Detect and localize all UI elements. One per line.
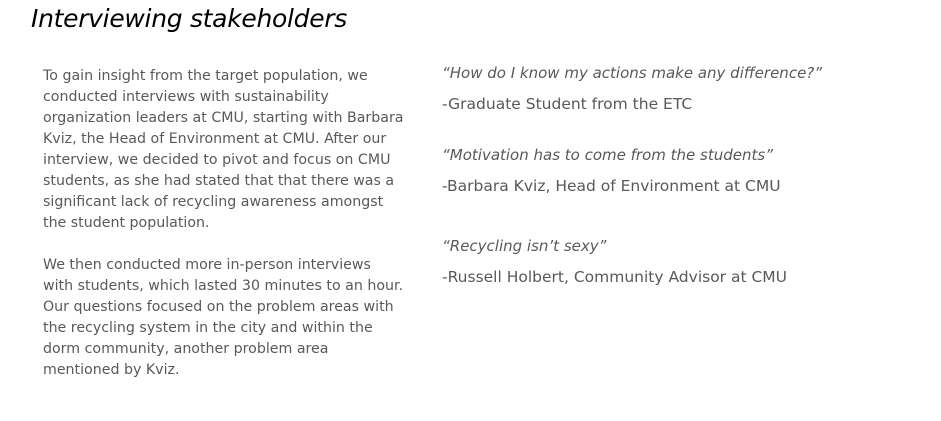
quote-block-2 (442, 144, 912, 197)
quote-block-3 (442, 235, 912, 288)
quote-block-1 (442, 62, 912, 115)
body-text-column (43, 66, 405, 402)
body-paragraph-1: To gain insight from the target population, we conducted interviews with sustainability organization leaders at CMU, starting with Barbara Kviz, the Head of Environment at CMU. After our interview, we decided to pivot and focus on CMU students, as she had stated that that there was a significant lack of recycling awareness amongst the student population. (43, 68, 404, 231)
quote-attribution-1: -Graduate Student from the ETC (442, 95, 693, 113)
quote-attribution-3: -Russell Holbert, Community Advisor at CMU (442, 268, 788, 286)
quote-text-3: “Recycling isn’t sexy” (442, 237, 607, 255)
body-paragraph-2: We then conducted more in-person interviews with students, which lasted 30 minutes to an hour. Our questions focused on the problem areas with the recycling system in the city and within the dorm community, another problem area mentioned by Kviz. (43, 257, 404, 378)
quote-text-2: “Motivation has to come from the students” (442, 146, 773, 164)
page-title: Interviewing stakeholders (31, 4, 347, 33)
quote-text-1: “How do I know my actions make any difference?” (442, 64, 823, 82)
quote-attribution-2: -Barbara Kviz, Head of Environment at CMU (442, 177, 781, 195)
